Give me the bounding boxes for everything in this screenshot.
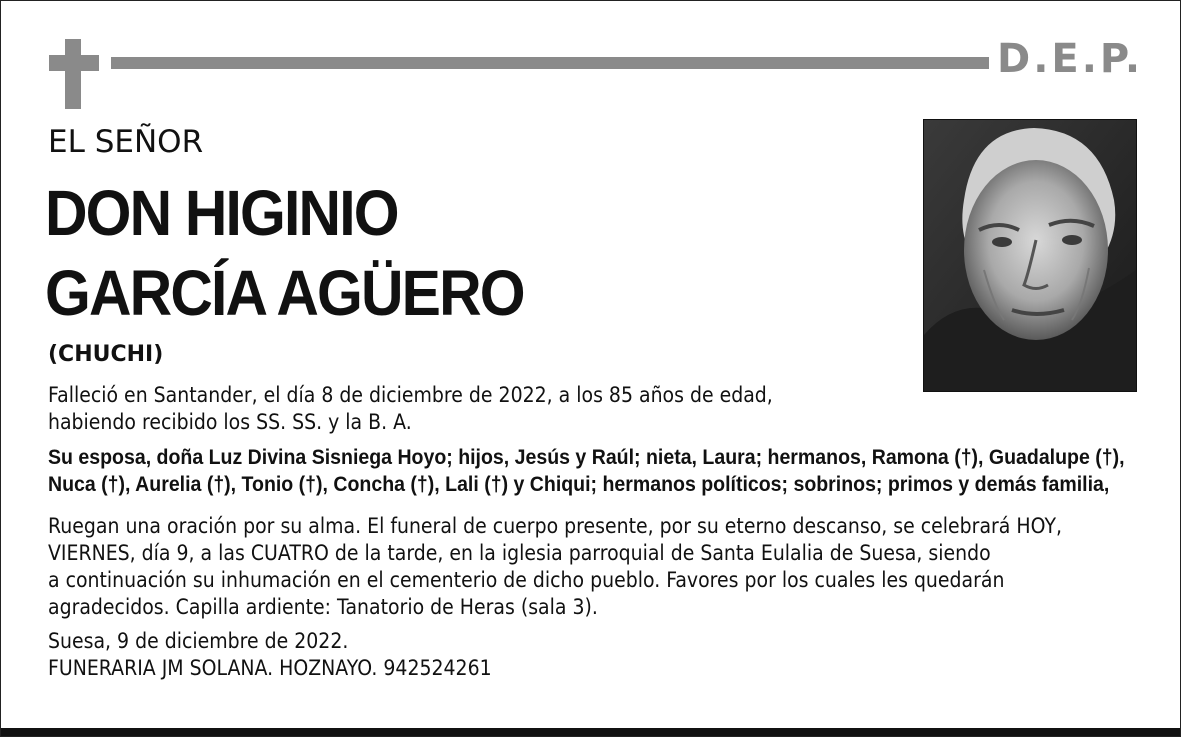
death-notice <box>48 382 773 436</box>
header-rule <box>111 57 989 69</box>
name-line-2: GARCÍA AGÜERO <box>45 257 524 329</box>
portrait-illustration <box>924 120 1136 391</box>
cross-vertical-bar <box>65 39 81 109</box>
cross-horizontal-bar <box>49 55 99 71</box>
family-line: Nuca (†), Aurelia (†), Tonio (†), Concha (†), Lali (†) y Chiqui; hermanos políticos; sobrinos; primos y demás familia, <box>48 473 1110 496</box>
nickname: (CHUCHI) <box>48 342 164 367</box>
service-line: a continuación su inhumación en el cementerio de dicho pueblo. Favores por los cuales les quedarán <box>48 568 1005 592</box>
death-notice-line: Falleció en Santander, el día 8 de diciembre de 2022, a los 85 años de edad, <box>48 383 773 407</box>
family-list <box>48 444 1125 498</box>
deceased-name <box>45 173 524 333</box>
name-line-1: DON HIGINIO <box>45 177 398 249</box>
bottom-border <box>1 728 1180 736</box>
death-notice-line: habiendo recibido los SS. SS. y la B. A. <box>48 410 412 434</box>
portrait-photo <box>923 119 1137 392</box>
service-line: Ruegan una oración por su alma. El funeral de cuerpo presente, por su eterno descanso, se celebrará HOY, <box>48 514 1063 538</box>
service-line: VIERNES, día 9, a las CUATRO de la tarde, en la iglesia parroquial de Santa Eulalia de Suesa, siendo <box>48 541 991 565</box>
honorific: EL SEÑOR <box>48 124 204 160</box>
place-date: Suesa, 9 de diciembre de 2022. <box>48 629 349 653</box>
closing-info <box>48 628 492 682</box>
funeral-home: FUNERARIA JM SOLANA. HOZNAYO. 942524261 <box>48 656 492 680</box>
service-line: agradecidos. Capilla ardiente: Tanatorio de Heras (sala 3). <box>48 595 598 619</box>
family-line: Su esposa, doña Luz Divina Sisniega Hoyo; hijos, Jesús y Raúl; nieta, Laura; hermanos, Ramona (†), Guadalupe (†), <box>48 446 1125 469</box>
service-details <box>48 513 1062 621</box>
dep-label: D.E.P. <box>997 36 1144 82</box>
